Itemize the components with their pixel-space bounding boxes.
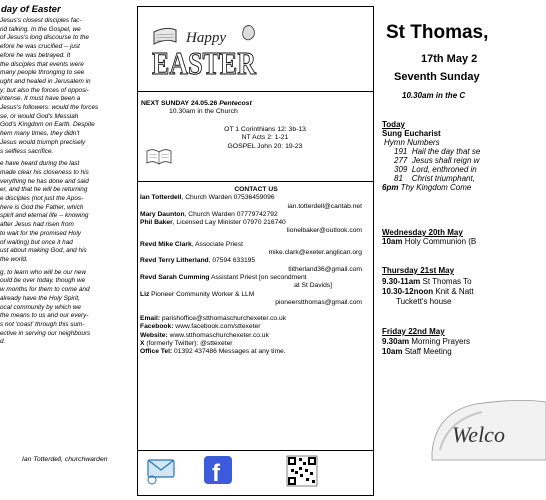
hymn-numbers-label: Hymn Numbers: [384, 138, 440, 147]
next-sunday-title: NEXT SUNDAY 24.05.26 Pentecost: [141, 100, 252, 107]
reading-item: NT Acts 2: 1-21: [241, 134, 289, 142]
contact-icons-row: [142, 452, 372, 488]
article-heading: day of Easter: [1, 4, 61, 15]
article-column: [0, 0, 130, 500]
church-title: St Thomas,: [386, 22, 489, 43]
qr-code-icon[interactable]: [287, 456, 317, 486]
hymn-item: 81 Christ triumphant,: [394, 174, 475, 183]
svg-text:f: f: [212, 460, 220, 487]
contact-note: at St Davids]: [294, 282, 332, 290]
section-divider: [137, 450, 374, 451]
contact-line: Email: parishoffice@stthomaschurchexeter.co.uk: [140, 315, 287, 323]
article-paragraph: g, to learn who will be our new ould be over today, though we w months for them to come and already have the Holy Spirit, ocal community by which we the means to us and our every- s not 'coast' through this sum- ective in serving our neighbours d.: [0, 268, 91, 346]
email-icon[interactable]: [148, 460, 174, 484]
reading-item: OT 1 Corinthians 12: 3b-13: [224, 126, 306, 133]
email-link[interactable]: parishoffice@stthomaschurchexeter.co.uk: [160, 315, 287, 323]
liturgical-week: Seventh Sunday: [394, 71, 480, 83]
evening-service: 6pm Thy Kingdom Come: [382, 183, 472, 192]
service-date: 17th May 2: [421, 53, 478, 65]
contact-row: Revd Terry Litherland, 07594 633195: [140, 257, 256, 265]
hymn-item: 309 Lord, enthroned in: [394, 165, 477, 174]
reading-item: GOSPEL John 20: 19-23: [227, 142, 303, 150]
facebook-icon[interactable]: [204, 456, 232, 487]
next-sunday-service: 10.30am in the Church: [169, 108, 238, 116]
contact-line: Website: www.stthomaschurchexeter.co.uk: [140, 331, 269, 339]
welcome-text: Welco: [452, 422, 505, 447]
open-book-icon: [146, 147, 172, 165]
contact-row: Phil Baker, Licensed Lay Minister 07970 216740: [140, 219, 286, 227]
contact-email[interactable]: pioneerstthomas@gmail.com: [275, 298, 362, 306]
section-divider: [137, 181, 374, 182]
hymn-item: 191 Hail the day that se: [394, 147, 481, 156]
contact-email[interactable]: lionelbaker@outlook.com: [286, 227, 362, 235]
friday-heading: Friday 22nd May: [382, 327, 445, 336]
wednesday-heading: Wednesday 20th May: [382, 228, 463, 237]
service-sheet-column: [378, 0, 505, 500]
thursday-event-continued: Tuckett's house: [396, 297, 452, 306]
article-paragraph: e have heard during the last made clear his closeness to his verything he has done and said er, and that he will be returning e disciples (not just the Apos- here is God the Father, which spirit and eternal life -- knowing after Jesus had risen from to wait for the promised Holy of waiting) but once it had ust about making God, and his the world.: [0, 160, 89, 263]
contact-email[interactable]: ian.totterdell@cantab.net: [287, 202, 362, 210]
article-body: [0, 17, 129, 351]
article-signature: Ian Totterdell, churchwarden: [22, 456, 108, 463]
contact-row: Liz Pioneer Community Worker & LLM: [140, 290, 255, 298]
happy-easter-logo: [146, 24, 261, 80]
logo-happy-text: Happy: [186, 30, 226, 46]
service-time: 10.30am in the C: [402, 91, 466, 100]
contact-row: Ian Totterdell, Church Warden 07536459096: [140, 194, 275, 202]
welcome-banner: [426, 392, 546, 460]
contact-row: Revd Mike Clark, Associate Priest: [140, 240, 243, 248]
contact-row: Revd Sarah Cumming Assistant Priest [on secondment: [140, 273, 307, 281]
today-heading: Today: [382, 120, 405, 129]
website-link[interactable]: www.stthomaschurchexeter.co.uk: [167, 331, 269, 339]
contact-title: CONTACT US: [234, 186, 278, 193]
thursday-event: 9.30-11am St Thomas To: [382, 277, 472, 286]
article-paragraph: Jesus's closest disciples fac- nd talking. In the Gospel, we of Jesus's long discourse to the efore he was crucified -- just efore he was betrayed. It the disciples that events were many people thronging to see ught and healed in Jerusalem in y; but also the forces of opposi- intense. It must have been a Jesus's followers: would the forces se, or would God's Messiah God's Kingdom on Earth. Despite hem many times, they didn't Jesus would triumph precisely s selfless sacrifice.: [0, 17, 99, 155]
logo-easter-text: EASTER: [152, 45, 257, 81]
contact-email[interactable]: tlitherland36@gmail.com: [288, 265, 362, 273]
contact-line: X (formerly Twitter): @sttexeter: [140, 340, 233, 348]
eucharist-label: Sung Eucharist: [382, 129, 441, 138]
friday-event: 9.30am Morning Prayers: [382, 337, 471, 346]
contact-section: [140, 186, 372, 357]
facebook-link[interactable]: www.facebook.com/sttexeter: [173, 323, 261, 331]
next-sunday-section: [141, 100, 371, 150]
wednesday-event: 10am Holy Communion (B: [382, 237, 477, 246]
contact-line: Office Tel: 01392 437486 Messages at any time.: [140, 348, 286, 356]
thursday-event: 10.30-12noon Knit & Natt: [382, 287, 474, 296]
contact-email[interactable]: mike.clark@exeter.anglican.org: [268, 249, 362, 257]
friday-event: 10am Staff Meeting: [382, 347, 452, 356]
contact-row: Mary Daunton, Church Warden 07779742792: [140, 210, 278, 218]
hymn-item: 277 Jesus shall reign w: [394, 156, 480, 165]
thursday-heading: Thursday 21st May: [382, 266, 455, 275]
contact-line: Facebook: www.facebook.com/sttexeter: [140, 323, 261, 331]
next-sunday-readings: [185, 126, 345, 151]
